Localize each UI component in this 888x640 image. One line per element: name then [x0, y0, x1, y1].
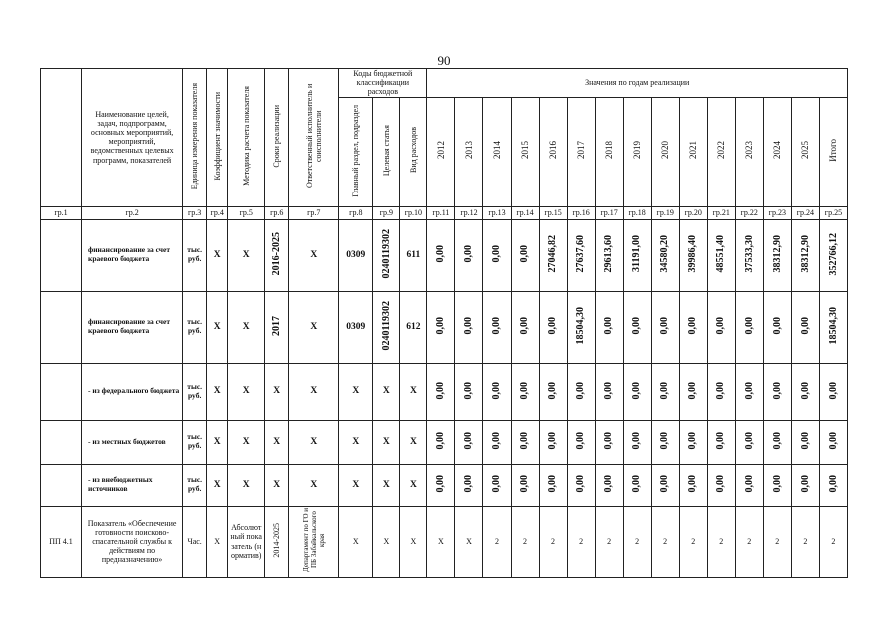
column-number: гр.15: [539, 206, 567, 219]
row-name: - из местных бюджетов: [82, 420, 183, 464]
column-number: гр.4: [207, 206, 228, 219]
row-kind: Х: [400, 363, 427, 420]
indicator-value: 2: [735, 506, 763, 577]
column-number: гр.5: [228, 206, 265, 219]
indicator-period: 2014-2025: [265, 506, 289, 577]
row-executor: Х: [289, 464, 339, 506]
row-method: Х: [228, 291, 265, 363]
year-value: 0,00: [539, 291, 567, 363]
year-value-total: 352766,12: [819, 219, 847, 291]
year-value: 0,00: [511, 464, 539, 506]
year-value: 0,00: [651, 420, 679, 464]
header-col9: Целевая статья: [373, 97, 400, 206]
year-value: 0,00: [427, 464, 455, 506]
row-executor: Х: [289, 291, 339, 363]
year-value: 0,00: [595, 420, 623, 464]
row-period: 2017: [265, 291, 289, 363]
row-unit: тыс. руб.: [183, 219, 207, 291]
year-value: 0,00: [595, 291, 623, 363]
table-row: [41, 291, 848, 363]
year-value: 0,00: [679, 363, 707, 420]
year-value: 0,00: [623, 363, 651, 420]
year-value-total: 18504,30: [819, 291, 847, 363]
year-value: 0,00: [567, 363, 595, 420]
indicator-executor: Департамент по ГО и ПБ Забайкальского края: [289, 506, 339, 577]
year-value: 0,00: [427, 291, 455, 363]
year-value: 0,00: [511, 291, 539, 363]
year-value: 0,00: [511, 420, 539, 464]
column-number: гр.25: [819, 206, 847, 219]
row-coef: Х: [207, 464, 228, 506]
year-value: 38312,90: [791, 219, 819, 291]
row-name: - из федерального бюджета: [82, 363, 183, 420]
header-col2: Наименование целей, задач, подпрограмм, основных мероприятий, мероприятий, ведомственных целевых программ, показателей: [82, 69, 183, 207]
row-name: - из внебюджетных источников: [82, 464, 183, 506]
year-value: 0,00: [791, 291, 819, 363]
column-number: гр.19: [651, 206, 679, 219]
year-header: 2021: [679, 97, 707, 206]
column-number: гр.20: [679, 206, 707, 219]
year-header: 2020: [651, 97, 679, 206]
indicator-value: 2: [763, 506, 791, 577]
row-section: 0309: [339, 219, 373, 291]
year-value: 0,00: [483, 464, 511, 506]
header-col10: Вид расходов: [400, 97, 427, 206]
row-kind: Х: [400, 420, 427, 464]
row-period: Х: [265, 464, 289, 506]
indicator-value: 2: [651, 506, 679, 577]
year-value: 27637,60: [567, 219, 595, 291]
year-value: 0,00: [455, 219, 483, 291]
year-value: 0,00: [455, 363, 483, 420]
year-value: 0,00: [623, 291, 651, 363]
indicator-code: ПП 4.1: [41, 506, 82, 577]
row-period: Х: [265, 363, 289, 420]
row-period: 2016-2025: [265, 219, 289, 291]
column-number: гр.22: [735, 206, 763, 219]
row-kind: 612: [400, 291, 427, 363]
row-section: Х: [339, 464, 373, 506]
indicator-value: 2: [511, 506, 539, 577]
column-number: гр.13: [483, 206, 511, 219]
indicator-value-total: 2: [819, 506, 847, 577]
page-number: 90: [437, 53, 451, 68]
indicator-value: 2: [595, 506, 623, 577]
year-value: 0,00: [763, 420, 791, 464]
year-header: 2015: [511, 97, 539, 206]
year-value: 0,00: [567, 420, 595, 464]
year-value: 0,00: [679, 291, 707, 363]
row-article: 0240119302: [373, 219, 400, 291]
year-value: 0,00: [427, 420, 455, 464]
column-number-row: [41, 206, 848, 219]
column-number: гр.18: [623, 206, 651, 219]
row-unit: тыс. руб.: [183, 420, 207, 464]
year-header: 2022: [707, 97, 735, 206]
column-number: гр.12: [455, 206, 483, 219]
year-value: 0,00: [735, 420, 763, 464]
year-value: 0,00: [455, 420, 483, 464]
column-number: гр.10: [400, 206, 427, 219]
row-kind: 611: [400, 219, 427, 291]
year-header: 2024: [763, 97, 791, 206]
header-col6: Сроки реализации: [265, 69, 289, 207]
indicator-value: 2: [539, 506, 567, 577]
row-method: Х: [228, 363, 265, 420]
year-value: 0,00: [763, 291, 791, 363]
row-section: Х: [339, 363, 373, 420]
table-row: [41, 363, 848, 420]
column-number: гр.21: [707, 206, 735, 219]
table-row: [41, 464, 848, 506]
year-value: 0,00: [483, 363, 511, 420]
indicator-value: 2: [679, 506, 707, 577]
year-value: 27046,82: [539, 219, 567, 291]
year-header: 2019: [623, 97, 651, 206]
budget-table: [40, 68, 848, 578]
table-row: [41, 219, 848, 291]
year-value: 0,00: [623, 420, 651, 464]
year-value: 34580,20: [651, 219, 679, 291]
year-value: 0,00: [763, 363, 791, 420]
year-value: 0,00: [483, 219, 511, 291]
indicator-name: Показатель «Обеспечение готовности поисково-спасательной службы к действиям по предназначению»: [82, 506, 183, 577]
row-name: финансирование за счет краевого бюджета: [82, 219, 183, 291]
column-number: гр.23: [763, 206, 791, 219]
values-title: Значения по годам реализации: [427, 69, 848, 98]
row-executor: Х: [289, 420, 339, 464]
column-number: гр.14: [511, 206, 539, 219]
row-coef: Х: [207, 219, 228, 291]
column-number: гр.8: [339, 206, 373, 219]
year-header: 2023: [735, 97, 763, 206]
year-value: 0,00: [623, 464, 651, 506]
year-value: 18504,30: [567, 291, 595, 363]
indicator-unit: Час.: [183, 506, 207, 577]
year-value: 0,00: [651, 363, 679, 420]
year-header: 2014: [483, 97, 511, 206]
year-header: 2018: [595, 97, 623, 206]
row-executor: Х: [289, 363, 339, 420]
year-value: 0,00: [483, 291, 511, 363]
indicator-value: 2: [567, 506, 595, 577]
year-value: 29613,60: [595, 219, 623, 291]
year-value: 0,00: [791, 464, 819, 506]
row-method: Х: [228, 219, 265, 291]
year-value: 0,00: [791, 363, 819, 420]
indicator-coef: Х: [207, 506, 228, 577]
year-value: 0,00: [707, 464, 735, 506]
row-method: Х: [228, 420, 265, 464]
column-number: гр.7: [289, 206, 339, 219]
header-col7: Ответственный исполнитель и соисполнители: [289, 69, 339, 207]
row-section: 0309: [339, 291, 373, 363]
year-value: 0,00: [595, 363, 623, 420]
year-value: 0,00: [455, 464, 483, 506]
year-value: 0,00: [511, 363, 539, 420]
year-value: 0,00: [427, 363, 455, 420]
year-value: 0,00: [511, 219, 539, 291]
year-value-total: 0,00: [819, 363, 847, 420]
column-number: гр.2: [82, 206, 183, 219]
indicator-value: 2: [791, 506, 819, 577]
year-value: 0,00: [707, 420, 735, 464]
row-code: [41, 464, 82, 506]
year-value: 48551,40: [707, 219, 735, 291]
year-value: 0,00: [455, 291, 483, 363]
budget-codes-title: Коды бюджетной классификации расходов: [339, 69, 427, 98]
year-value: 31191,00: [623, 219, 651, 291]
year-header: 2025: [791, 97, 819, 206]
year-value: 0,00: [483, 420, 511, 464]
year-value: 0,00: [679, 420, 707, 464]
year-value: 0,00: [651, 464, 679, 506]
row-unit: тыс. руб.: [183, 464, 207, 506]
indicator-value: 2: [707, 506, 735, 577]
header-col1: [41, 69, 82, 207]
header-col3: Единица измерения показателя: [183, 69, 207, 207]
column-number: гр.6: [265, 206, 289, 219]
indicator-kind: Х: [400, 506, 427, 577]
header-col4: Коэффициент значимости: [207, 69, 228, 207]
indicator-row: [41, 506, 848, 577]
indicator-value: Х: [427, 506, 455, 577]
year-value: 0,00: [707, 291, 735, 363]
column-number: гр.16: [567, 206, 595, 219]
column-number: гр.24: [791, 206, 819, 219]
year-value: 0,00: [539, 363, 567, 420]
row-code: [41, 291, 82, 363]
row-unit: тыс. руб.: [183, 363, 207, 420]
year-value: 0,00: [595, 464, 623, 506]
year-header: 2012: [427, 97, 455, 206]
indicator-value: 2: [623, 506, 651, 577]
table-row: [41, 420, 848, 464]
row-code: [41, 219, 82, 291]
indicator-section: Х: [339, 506, 373, 577]
year-value: 37533,30: [735, 219, 763, 291]
indicator-article: Х: [373, 506, 400, 577]
year-header: 2016: [539, 97, 567, 206]
header-row-top: [41, 69, 848, 98]
header-col5: Методика расчета показателя: [228, 69, 265, 207]
year-header: 2013: [455, 97, 483, 206]
row-coef: Х: [207, 420, 228, 464]
column-number: гр.17: [595, 206, 623, 219]
row-executor: Х: [289, 219, 339, 291]
year-header: 2017: [567, 97, 595, 206]
year-value: 0,00: [735, 464, 763, 506]
year-value: 0,00: [735, 291, 763, 363]
year-value-total: 0,00: [819, 464, 847, 506]
indicator-value: 2: [483, 506, 511, 577]
year-value: 38312,90: [763, 219, 791, 291]
row-code: [41, 420, 82, 464]
row-article: Х: [373, 420, 400, 464]
row-name: финансирование за счет краевого бюджета: [82, 291, 183, 363]
row-kind: Х: [400, 464, 427, 506]
year-header-total: Итого: [819, 97, 847, 206]
column-number: гр.11: [427, 206, 455, 219]
row-coef: Х: [207, 363, 228, 420]
year-value: 39986,40: [679, 219, 707, 291]
row-code: [41, 363, 82, 420]
indicator-method: Абсолютный показатель (норматив): [228, 506, 265, 577]
row-article: Х: [373, 363, 400, 420]
year-value: 0,00: [539, 420, 567, 464]
year-value: 0,00: [791, 420, 819, 464]
column-number: гр.1: [41, 206, 82, 219]
year-value: 0,00: [707, 363, 735, 420]
year-value: 0,00: [427, 219, 455, 291]
row-period: Х: [265, 420, 289, 464]
header-col8: Главный раздел, подраздел: [339, 97, 373, 206]
year-value: 0,00: [679, 464, 707, 506]
row-method: Х: [228, 464, 265, 506]
year-value: 0,00: [763, 464, 791, 506]
year-value: 0,00: [539, 464, 567, 506]
row-unit: тыс. руб.: [183, 291, 207, 363]
year-value: 0,00: [735, 363, 763, 420]
year-value: 0,00: [567, 464, 595, 506]
column-number: гр.3: [183, 206, 207, 219]
row-article: 0240119302: [373, 291, 400, 363]
column-number: гр.9: [373, 206, 400, 219]
row-section: Х: [339, 420, 373, 464]
indicator-value: Х: [455, 506, 483, 577]
year-value-total: 0,00: [819, 420, 847, 464]
row-coef: Х: [207, 291, 228, 363]
row-article: Х: [373, 464, 400, 506]
year-value: 0,00: [651, 291, 679, 363]
